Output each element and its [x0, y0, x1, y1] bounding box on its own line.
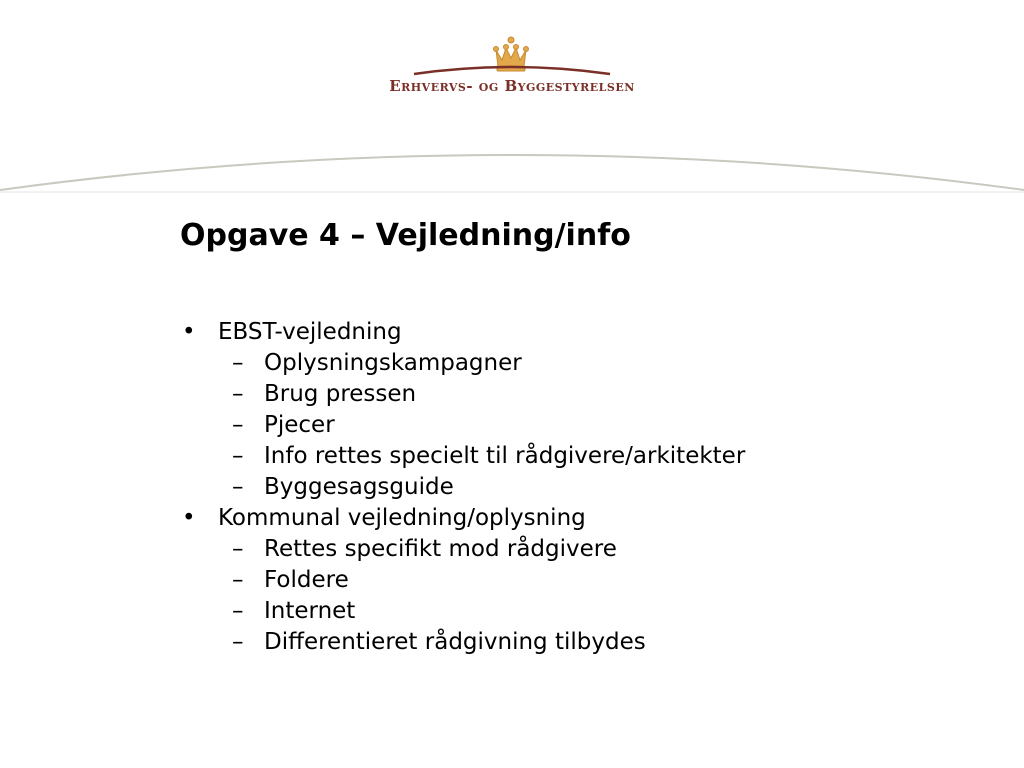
- sub-bullet-text: Brug pressen: [264, 381, 417, 407]
- sub-bullet-text: Byggesagsguide: [264, 474, 454, 500]
- sub-bullet-item: [180, 472, 745, 503]
- bullet-item: [180, 317, 745, 348]
- logo-text: Erhvervs- og Byggestyrelsen: [389, 77, 635, 95]
- logo-swoosh: [410, 60, 614, 78]
- sub-bullet-item: [180, 534, 745, 565]
- sub-bullet-item: [180, 379, 745, 410]
- sub-bullet-text: Differentieret rådgivning tilbydes: [264, 629, 646, 655]
- dash-icon: –: [232, 536, 244, 562]
- dash-icon: –: [232, 567, 244, 593]
- bullet-icon: •: [182, 319, 196, 345]
- dash-icon: –: [232, 443, 244, 469]
- dash-icon: –: [232, 412, 244, 438]
- sub-bullet-text: Internet: [264, 598, 356, 624]
- bullet-text: Kommunal vejledning/oplysning: [218, 505, 586, 531]
- sub-bullet-text: Info rettes specielt til rådgivere/arkitekter: [264, 443, 746, 469]
- sub-bullet-item: [180, 596, 745, 627]
- dash-icon: –: [232, 381, 244, 407]
- bullet-icon: •: [182, 505, 196, 531]
- bullet-item: [180, 503, 745, 534]
- header-logo: [0, 0, 1024, 110]
- bullet-text: EBST-vejledning: [218, 319, 402, 345]
- sub-bullet-text: Oplysningskampagner: [264, 350, 522, 376]
- sub-bullet-text: Pjecer: [264, 412, 335, 438]
- bullet-list: [180, 317, 745, 658]
- sub-bullet-item: [180, 627, 745, 658]
- header-arc: [0, 138, 1024, 198]
- dash-icon: –: [232, 629, 244, 655]
- slide-title: Opgave 4 – Vejledning/info: [180, 218, 631, 253]
- sub-bullet-item: [180, 348, 745, 379]
- sub-bullet-item: [180, 441, 745, 472]
- dash-icon: –: [232, 598, 244, 624]
- sub-bullet-item: [180, 410, 745, 441]
- sub-bullet-text: Foldere: [264, 567, 349, 593]
- sub-bullet-text: Rettes specifikt mod rådgivere: [264, 536, 617, 562]
- dash-icon: –: [232, 350, 244, 376]
- dash-icon: –: [232, 474, 244, 500]
- sub-bullet-item: [180, 565, 745, 596]
